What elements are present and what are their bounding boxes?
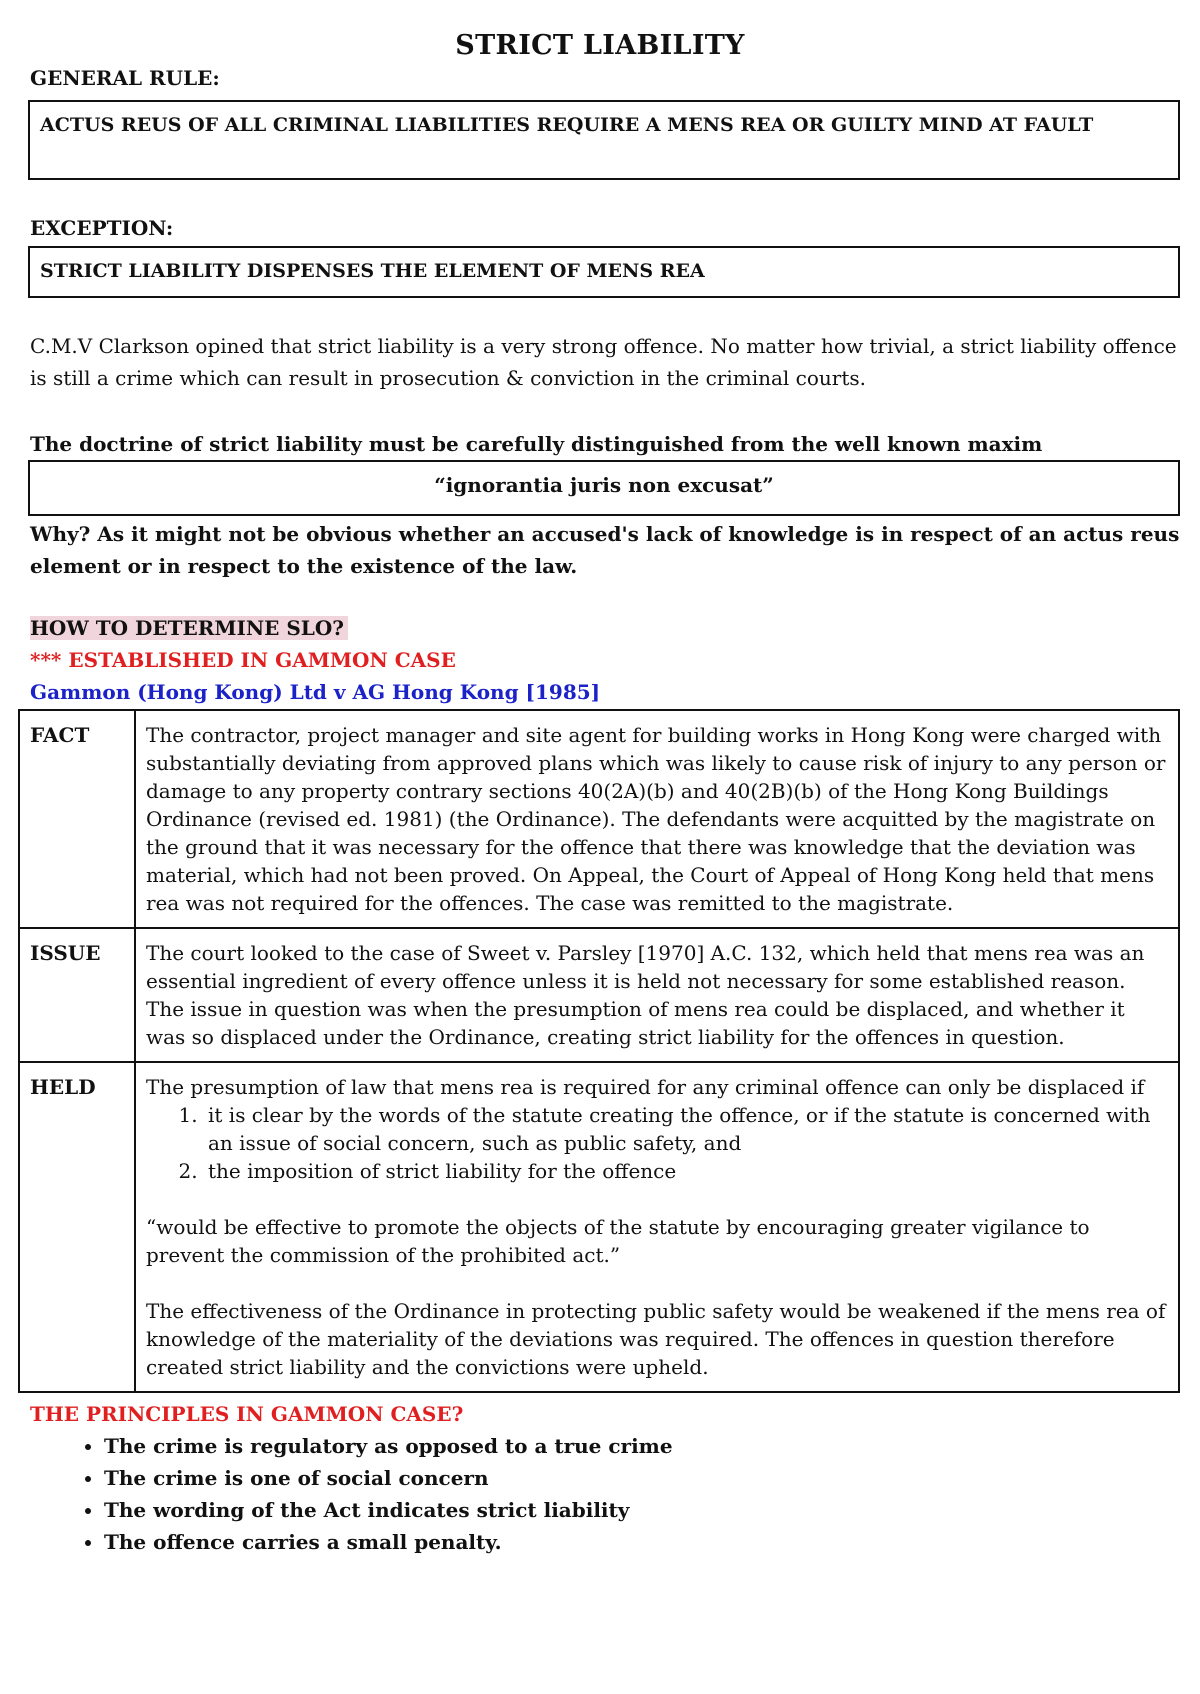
principle-item: • The crime is regulatory as opposed to a true crime <box>104 1430 673 1462</box>
page-title: STRICT LIABILITY <box>455 30 745 61</box>
held-label: HELD <box>19 1062 135 1392</box>
exception-box: STRICT LIABILITY DISPENSES THE ELEMENT OF MENS REA <box>28 246 1180 298</box>
fact-text: The contractor, project manager and site agent for building works in Hong Kong were charged with substantially deviating from approved plans which was likely to cause risk of injury to any person or damage to any property contrary sections 40(2A)(b) and 40(2B)(b) of the Hong Kong Buildings Ordinance (revised ed. 1981) (the Ordinance). The defendants were acquitted by the magistrate on the ground that it was necessary for the offence that there was knowledge that the deviation was material, which had not been proved. On Appeal, the Court of Appeal of Hong Kong held that mens rea was not required for the offences. The case was remitted to the magistrate. <box>135 710 1179 928</box>
principle-item: • The offence carries a small penalty. <box>104 1526 673 1558</box>
issue-label: ISSUE <box>19 928 135 1062</box>
held-cell <box>135 1062 1179 1392</box>
principle-item: • The crime is one of social concern <box>104 1462 673 1494</box>
held-intro: The presumption of law that mens rea is required for any criminal offence can only be displaced if <box>146 1075 1145 1099</box>
general-rule-label: GENERAL RULE: <box>30 66 220 90</box>
why-paragraph: Why? As it might not be obvious whether an accused's lack of knowledge is in respect of an actus reus element or in respect to the existence of the law. <box>30 522 1180 578</box>
table-row-held <box>19 1062 1179 1392</box>
case-table <box>18 709 1180 1393</box>
clarkson-paragraph: C.M.V Clarkson opined that strict liability is a very strong offence. No matter how trivial, a strict liability offence is still a crime which can result in prosecution & conviction in the criminal courts. <box>30 334 1177 390</box>
exception-label: EXCEPTION: <box>30 216 174 240</box>
maxim-box: “ignorantia juris non excusat” <box>28 460 1180 516</box>
how-heading-text: HOW TO DETERMINE SLO? <box>30 616 348 640</box>
table-row-issue <box>19 928 1179 1062</box>
principles-heading: THE PRINCIPLES IN GAMMON CASE? <box>30 1402 464 1426</box>
general-rule-box: ACTUS REUS OF ALL CRIMINAL LIABILITIES REQUIRE A MENS REA OR GUILTY MIND AT FAULT <box>28 100 1180 180</box>
table-row-fact <box>19 710 1179 928</box>
established-note: *** ESTABLISHED IN GAMMON CASE <box>30 648 456 672</box>
held-conclusion: The effectiveness of the Ordinance in protecting public safety would be weakened if the mens rea of knowledge of the materiality of the deviations was required. The offences in question therefore created strict liability and the convictions were upheld. <box>146 1299 1166 1379</box>
how-heading <box>30 612 1180 644</box>
held-conditions-list <box>146 1101 1168 1185</box>
case-name: Gammon (Hong Kong) Ltd v AG Hong Kong [1985] <box>30 680 601 704</box>
principle-item: • The wording of the Act indicates strict liability <box>104 1494 673 1526</box>
held-point: 2. the imposition of strict liability for the offence <box>204 1157 1168 1185</box>
fact-label: FACT <box>19 710 135 928</box>
doctrine-heading: The doctrine of strict liability must be carefully distinguished from the well known maxim <box>30 432 1043 456</box>
principles-list <box>46 1430 673 1558</box>
held-point: 1. it is clear by the words of the statute creating the offence, or if the statute is concerned with an issue of social concern, such as public safety, and <box>204 1101 1168 1157</box>
issue-text: The court looked to the case of Sweet v. Parsley [1970] A.C. 132, which held that mens rea was an essential ingredient of every offence unless it is held not necessary for some established reason. The issue in question was when the presumption of mens rea could be displaced, and whether it was so displaced under the Ordinance, creating strict liability for the offences in question. <box>135 928 1179 1062</box>
held-quote: “would be effective to promote the objects of the statute by encouraging greater vigilance to prevent the commission of the prohibited act.” <box>146 1215 1090 1267</box>
